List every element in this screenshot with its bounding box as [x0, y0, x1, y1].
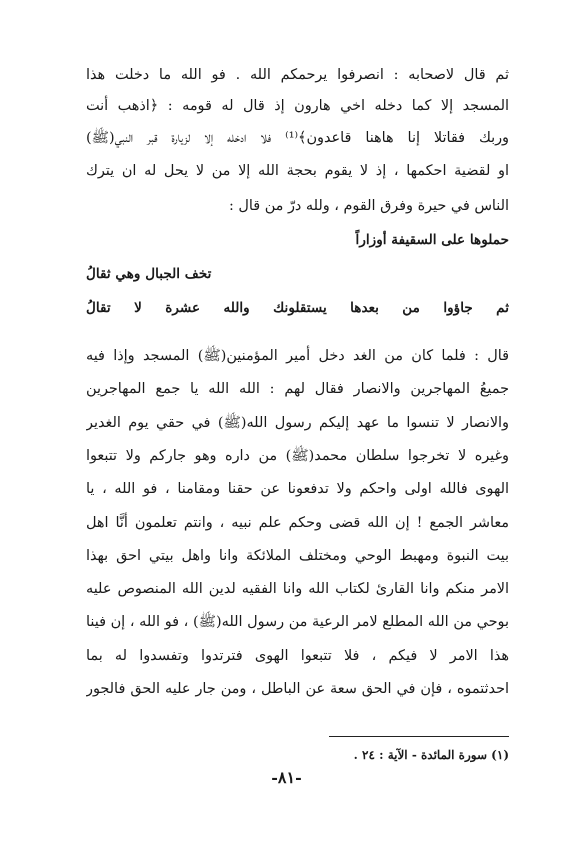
text-line: وغيره لا تخرجوا سلطان محمد(ﷺ) من داره وهو جاركم ولا تتبعوا: [86, 448, 509, 464]
poem-line: ثم جاؤوا من بعدها يستقلونك والله عشرة لا تقالُ: [86, 300, 509, 316]
footnote-divider: [329, 736, 509, 737]
text-line: احدثتموه ، فإن في الحق سعة عن الباطل ، ومن جار عليه الحق فالجور: [86, 681, 509, 697]
text-line: قال : فلما كان من الغد دخل أمير المؤمنين(ﷺ) المسجد وإذا فيه: [86, 348, 509, 364]
text-line: بيت النبوة ومهبط الوحي ومختلف الملائكة وانا واهل بيتي احق بهذا: [86, 548, 509, 564]
text-line: معاشر الجمع ! إن الله قضى وحكم علم نبيه ، وانتم تعلمون أنَّا اهل: [86, 515, 509, 531]
text-line: المسجد إلا كما دخله اخي هارون إذ قال له قومه : ﴿اذهب أنت: [86, 98, 509, 114]
text-line: الامر منكم وانا القارئ لكتاب الله وانا الفقيه لدين الله المنصوص عليه: [86, 581, 509, 597]
footnote: (١) سورة المائدة - الآية : ٢٤ .: [353, 748, 509, 762]
poem-line: حملوها على السقيفة أوزاراً: [355, 232, 509, 248]
text-line: والانصار لا تنسوا ما عهد إليكم رسول الله(ﷺ) في حقي يوم الغدير: [86, 415, 509, 431]
text-line: الهوى فالله اولى واحكم ولا تدفعونا عن حقنا ومقامنا ، فو الله ، يا: [86, 481, 509, 497]
text-line: جميعُ المهاجرين والانصار فقال لهم : الله الله يا جمع المهاجرين: [86, 381, 509, 397]
text-line: هذا الامر لا فيكم ، فلا تتبعوا الهوى فترتدوا وتفسدوا له بما: [86, 648, 509, 664]
main-text: [86, 0, 509, 849]
text-line: او لقضية احكمها ، إذ لا يقوم بحجة الله إلا من لا يحل له ان يترك: [86, 163, 509, 179]
page-number: -٨١-: [271, 768, 302, 787]
text-line: وربك فقاتلا إنا هاهنا قاعدون﴾⁽¹⁾ فلا ادخله إلا لزيارة قبر النبي(ﷺ): [86, 130, 509, 146]
text-line: بوحي من الله المطلع لامر الرعية من رسول الله(ﷺ) ، فو الله ، إن فينا: [86, 614, 509, 630]
text-line: ثم قال لاصحابه : انصرفوا يرحمكم الله . فو الله ما دخلت هذا: [86, 67, 509, 83]
text-line: الناس في حيرة وفرق القوم ، ولله درّ من قال :: [229, 198, 509, 214]
poem-line: تخف الجبال وهي ثقالُ: [86, 266, 212, 282]
